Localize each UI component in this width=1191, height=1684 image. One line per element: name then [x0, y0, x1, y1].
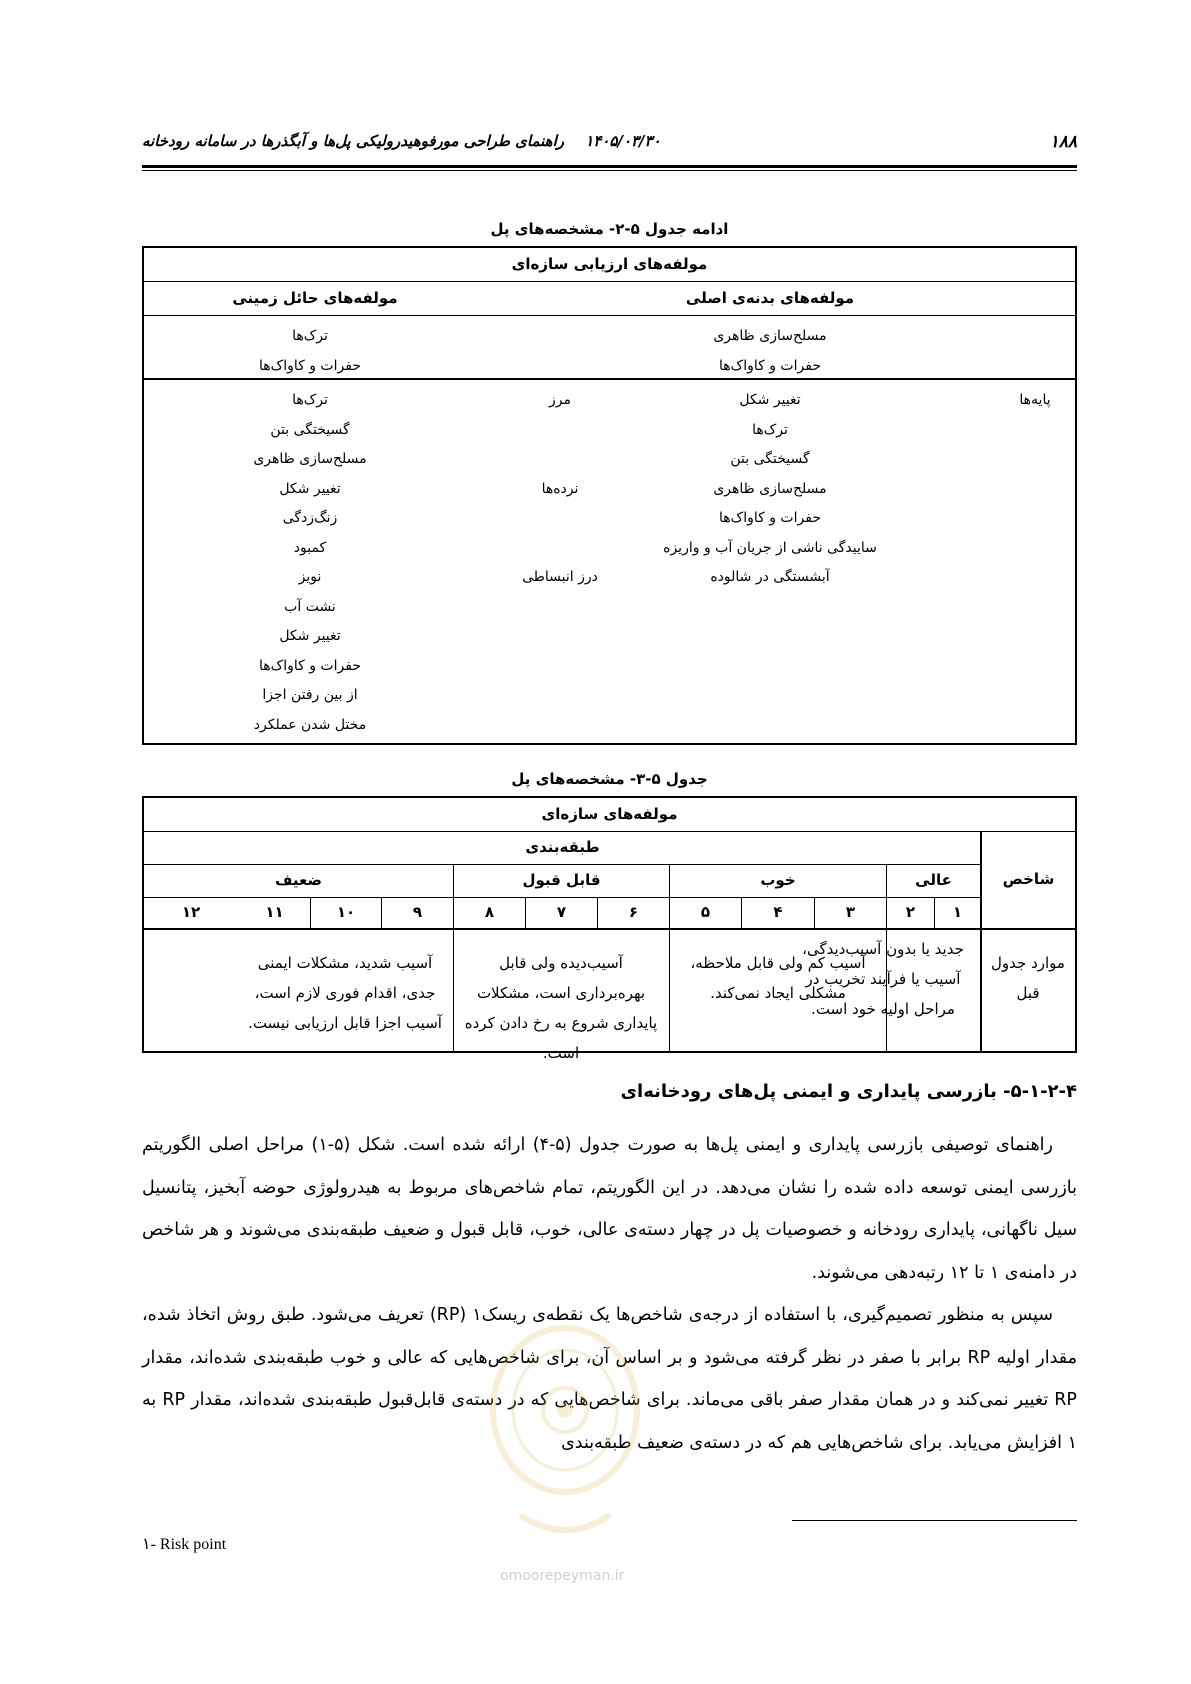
- list-item: مسلح‌سازی ظاهری: [713, 328, 827, 344]
- score-cell: ۱۰: [336, 903, 356, 921]
- list-item: درز انبساطی: [522, 569, 598, 585]
- header-rule-thick: [142, 165, 1077, 168]
- score-cell: ۵: [700, 903, 711, 921]
- list-item: آبشستگی در شالوده: [710, 569, 830, 585]
- table1-header-row: [144, 282, 1075, 316]
- description-good: آسیب کم ولی قابل ملاحظه، مشکلی ایجاد نمی‌کند.: [690, 954, 866, 1002]
- list-item: مسلح‌سازی ظاهری: [713, 480, 827, 497]
- table1-section1: [144, 316, 1075, 380]
- list-item: ترک‌ها: [752, 421, 788, 438]
- footnote-rule: [792, 1520, 1077, 1521]
- watermark-seal-icon: [480, 1300, 650, 1550]
- table1-s2-label: پایه‌ها: [1019, 392, 1051, 408]
- list-item: ساییدگی ناشی از جریان آب و واریزه: [663, 539, 877, 556]
- table1-section2: [144, 380, 1075, 743]
- table1-s1-ground-list: [155, 322, 465, 381]
- list-item: [475, 534, 645, 564]
- list-item: نویز: [298, 569, 322, 585]
- table1-s2-main-list: [620, 386, 920, 593]
- category-acceptable: قابل قبول: [522, 871, 601, 889]
- score-cell: ۳: [845, 903, 856, 921]
- table2: [142, 796, 1077, 1062]
- list-item: تغییر شکل: [739, 392, 801, 408]
- table1: [142, 246, 1077, 745]
- category-poor: ضعیف: [275, 871, 322, 889]
- header-rule-thin: [142, 170, 1077, 171]
- category-excellent: عالی: [915, 871, 952, 889]
- list-item: گسیختگی بتن: [270, 421, 350, 438]
- score-cell: ۶: [628, 903, 639, 921]
- list-item: مرز: [549, 392, 571, 408]
- score-cell: ۷: [556, 903, 567, 921]
- score-cell: ۱۲: [181, 903, 201, 921]
- list-item: [475, 416, 645, 446]
- list-item: حفرات و کاواک‌ها: [259, 657, 361, 674]
- paragraph: سپس به منظور تصمیم‌گیری، با استفاده از درجه‌ی شاخص‌ها یک نقطه‌ی ریسک۱ (RP) تعریف می‌شود. طبق روش اتخاذ شده، مقدار اولیه RP برابر با صفر در نظر گرفته می‌شود و بر اساس آن، برای شاخص‌هایی که عالی و خوب طبقه‌بندی شده‌اند، مقدار RP تغییر نمی‌کند و در همان مقدار صفر باقی می‌ماند. برای شاخص‌هایی که در دسته‌ی قابل‌قبول طبقه‌بندی شده‌اند، مقدار RP به ۱ افزایش می‌یابد. برای شاخص‌هایی هم که در دسته‌ی ضعیف طبقه‌بندی: [142, 1305, 1077, 1453]
- table2-row-label: موارد جدول قبل: [991, 954, 1065, 1002]
- list-item: ترک‌ها: [292, 328, 328, 344]
- list-item: گسیختگی بتن: [730, 451, 810, 467]
- score-cell: ۸: [484, 903, 495, 921]
- list-item: حفرات و کاواک‌ها: [719, 510, 821, 526]
- table1-col-ground: مولفه‌های حائل زمینی: [232, 289, 398, 307]
- table1-col-main: مولفه‌های بدنه‌ی اصلی: [685, 289, 855, 307]
- list-item: حفرات و کاواک‌ها: [259, 357, 361, 374]
- list-item: کمبود: [293, 539, 327, 556]
- list-item: تغییر شکل: [279, 628, 341, 644]
- table2-classification: طبقه‌بندی: [525, 838, 600, 856]
- table2-title: مولفه‌های سازه‌ای: [541, 805, 678, 823]
- score-cell: ۲: [905, 903, 916, 921]
- description-acceptable: آسیب‌دیده ولی قابل بهره‌برداری است، مشکلات پایداری شروع به رخ دادن کرده است.: [464, 954, 658, 1062]
- list-item: زنگ‌زدگی: [282, 510, 338, 526]
- running-title-date: ۱۴۰۵/۰۳/۳۰: [585, 132, 661, 150]
- table1-s1-main-list: [620, 322, 920, 381]
- list-item: نرده‌ها: [541, 480, 579, 497]
- paragraph: راهنمای توصیفی بازرسی پایداری و ایمنی پل‌ها به صورت جدول (۵-۴) ارائه شده است. شکل (۵-۱) مراحل اصلی الگوریتم بازرسی ایمنی توسعه داده شده را نشان می‌دهد. در این الگوریتم، تمام شاخص‌های مربوط به هیدرولوژی حوضه آبخیز، پتانسیل سیل ناگهانی، پایداری رودخانه و خصوصیات پل در چهار دسته‌ی عالی، خوب، قابل قبول و ضعیف طبقه‌بندی می‌شوند و هر شاخص در دامنه‌ی ۱ تا ۱۲ رتبه‌دهی می‌شوند.: [142, 1135, 1077, 1283]
- page-number: ۱۸۸: [1049, 132, 1077, 152]
- score-cell: ۱: [952, 903, 963, 921]
- score-cell: ۹: [412, 903, 423, 921]
- category-good: خوب: [760, 871, 796, 889]
- list-item: [475, 504, 645, 534]
- list-item: مختل شدن عملکرد: [253, 716, 367, 733]
- score-cell: ۱۱: [265, 903, 284, 921]
- table2-index-label: شاخص: [1002, 870, 1055, 888]
- running-title: [142, 132, 661, 150]
- list-item: تغییر شکل: [279, 480, 341, 497]
- description-poor: آسیب شدید، مشکلات ایمنی جدی، اقدام فوری لازم است، آسیب اجزا قابل ارزیابی نیست.: [248, 954, 442, 1032]
- table1-caption: ادامه جدول ۵-۲- مشخصه‌های پل: [490, 220, 729, 238]
- page-header: [142, 128, 1077, 162]
- section-heading: ۵-۱-۲-۴- بازرسی پایداری و ایمنی پل‌های رودخانه‌ای: [620, 1081, 1077, 1102]
- list-item: از بین رفتن اجزا: [262, 687, 358, 703]
- description-excellent: جدید یا بدون آسیب‌دیدگی، آسیب یا فرآیند تخریب در مراحل اولیه خود است.: [802, 940, 964, 1018]
- watermark-text: omoorepeyman.ir: [500, 1568, 625, 1584]
- running-title-text: راهنمای طراحی مورفوهیدرولیکی پل‌ها و آبگذرها در سامانه رودخانه: [142, 132, 564, 150]
- list-item: نشت آب: [284, 598, 336, 615]
- list-item: [475, 445, 645, 475]
- table1-title: مولفه‌های ارزیابی سازه‌ای: [144, 248, 1075, 282]
- footnote: ۱- Risk point: [142, 1536, 227, 1553]
- score-cell: ۴: [773, 903, 783, 921]
- list-item: حفرات و کاواک‌ها: [719, 357, 821, 374]
- table1-s2-middle-list: [475, 386, 645, 593]
- list-item: ترک‌ها: [292, 392, 328, 408]
- table1-s2-ground-list: [155, 386, 465, 740]
- table2-caption: جدول ۵-۳- مشخصه‌های پل: [511, 770, 708, 788]
- list-item: مسلح‌سازی ظاهری: [253, 451, 367, 467]
